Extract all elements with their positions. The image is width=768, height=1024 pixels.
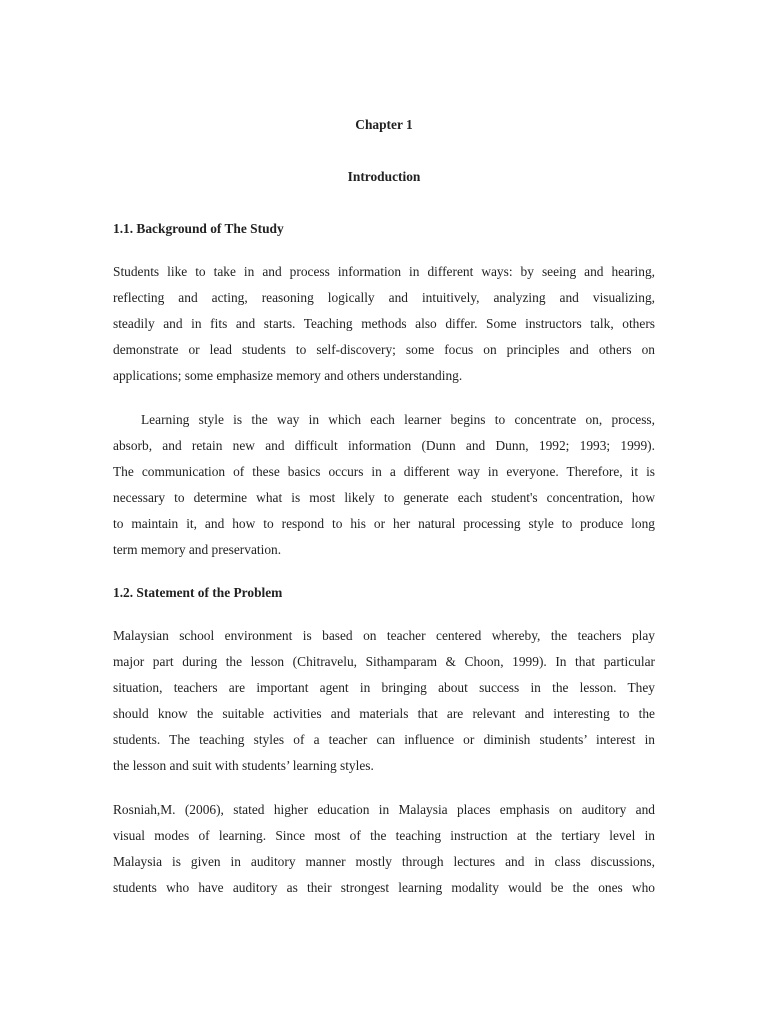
paragraph-line: steadily and in fits and starts. Teaching methods also differ. Some instructors talk, others xyxy=(113,316,655,331)
paragraph-line: visual modes of learning. Since most of the teaching instruction at the tertiary level in xyxy=(113,828,655,843)
section-heading-background: 1.1. Background of The Study xyxy=(113,221,284,236)
paragraph-line: students who have auditory as their strongest learning modality would be the ones who xyxy=(113,880,655,895)
paragraph-line: to maintain it, and how to respond to his or her natural processing style to produce long xyxy=(113,516,655,531)
paragraph-line: absorb, and retain new and difficult information (Dunn and Dunn, 1992; 1993; 1999). xyxy=(113,438,655,453)
paragraph-line: the lesson and suit with students’ learning styles. xyxy=(113,758,374,773)
paragraph-line: The communication of these basics occurs in a different way in everyone. Therefore, it is xyxy=(113,464,655,479)
paragraph-line: Students like to take in and process information in different ways: by seeing and hearing, xyxy=(113,264,655,279)
paragraph-line: major part during the lesson (Chitravelu, Sithamparam & Choon, 1999). In that particular xyxy=(113,654,655,669)
paragraph-line: Malaysia is given in auditory manner mostly through lectures and in class discussions, xyxy=(113,854,655,869)
paragraph-line: reflecting and acting, reasoning logically and intuitively, analyzing and visualizing, xyxy=(113,290,655,305)
paragraph-line: Malaysian school environment is based on teacher centered whereby, the teachers play xyxy=(113,628,655,643)
paragraph-background-2 xyxy=(113,407,655,563)
paragraph-line: should know the suitable activities and materials that are relevant and interesting to the xyxy=(113,706,655,721)
paragraph-line: students. The teaching styles of a teacher can influence or diminish students’ interest in xyxy=(113,732,655,747)
chapter-title: Chapter 1 xyxy=(355,117,413,132)
section-heading-problem: 1.2. Statement of the Problem xyxy=(113,585,283,600)
paragraph-line: demonstrate or lead students to self-discovery; some focus on principles and others on xyxy=(113,342,655,357)
paragraph-line: applications; some emphasize memory and others understanding. xyxy=(113,368,463,383)
paragraph-line: term memory and preservation. xyxy=(113,542,282,557)
chapter-subtitle: Introduction xyxy=(347,169,421,184)
paragraph-background-1 xyxy=(113,259,655,389)
paragraph-problem-2 xyxy=(113,797,655,901)
paragraph-line: necessary to determine what is most likely to generate each student's concentration, how xyxy=(113,490,655,505)
paragraph-line: Learning style is the way in which each learner begins to concentrate on, process, xyxy=(141,412,655,427)
paragraph-line: Rosniah,M. (2006), stated higher education in Malaysia places emphasis on auditory and xyxy=(113,802,655,817)
paragraph-problem-1 xyxy=(113,623,655,779)
paragraph-line: situation, teachers are important agent in bringing about success in the lesson. They xyxy=(113,680,655,695)
